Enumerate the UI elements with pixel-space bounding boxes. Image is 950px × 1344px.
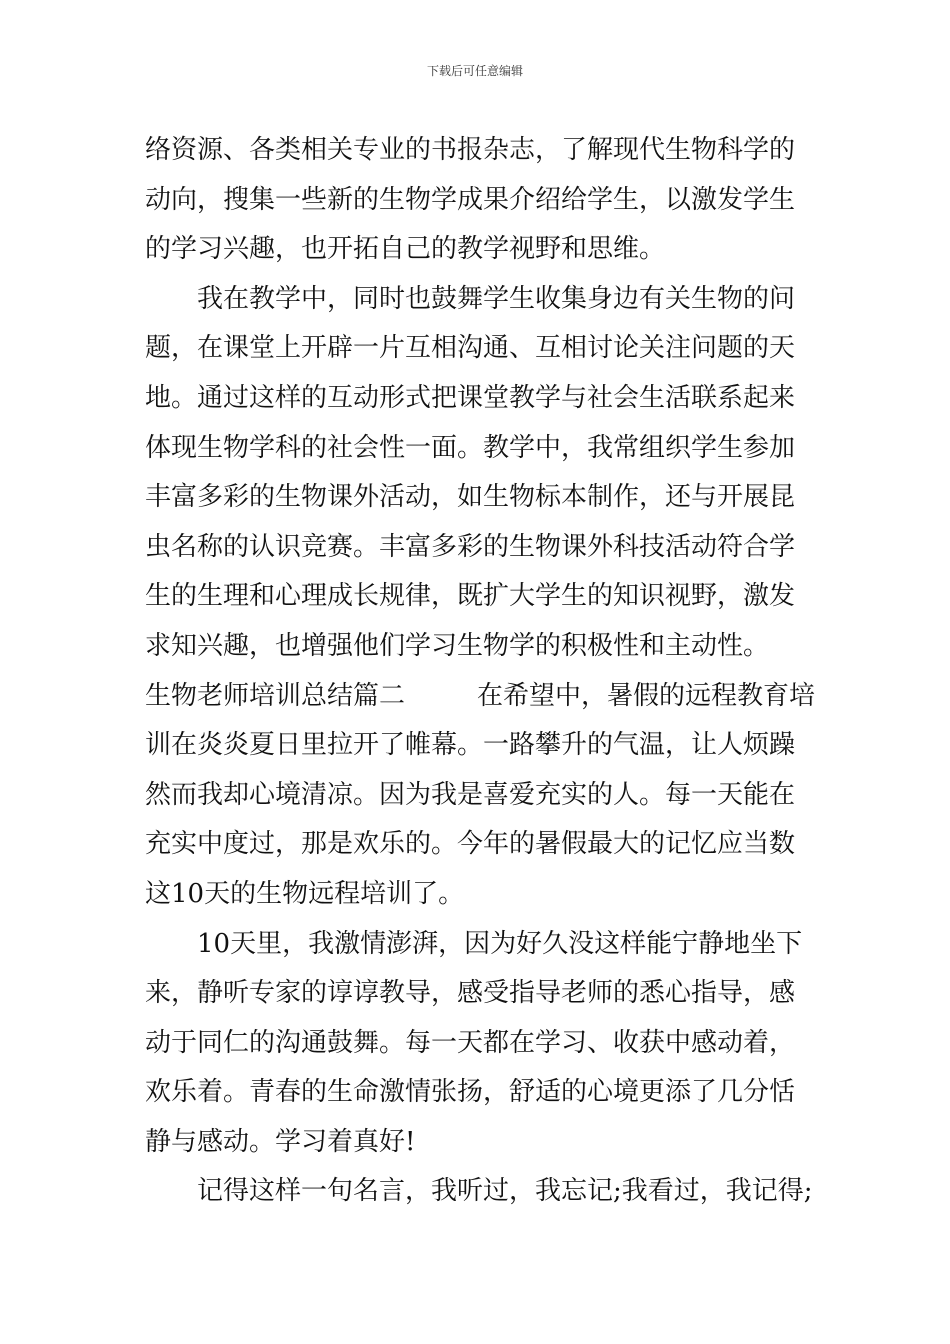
text-line: 动向，搜集一些新的生物学成果介绍给学生，以激发学生 — [145, 184, 796, 215]
text-line: 地。通过这样的互动形式把课堂教学与社会生活联系起来 — [145, 382, 796, 413]
text-line: 静与感动。学习着真好! — [145, 1126, 416, 1157]
text-line: 来，静听专家的谆谆教导，感受指导老师的悉心指导，感 — [145, 978, 796, 1009]
text-line: 求知兴趣，也增强他们学习生物学的积极性和主动性。 — [145, 630, 770, 661]
text-line: 充实中度过，那是欢乐的。今年的暑假最大的记忆应当数 — [145, 829, 796, 860]
text-line: 动于同仁的沟通鼓舞。每一天都在学习、收获中感动着， — [145, 1027, 796, 1058]
page-header: 下载后可任意编辑 — [426, 64, 523, 78]
text-line: 络资源、各类相关专业的书报杂志，了解现代生物科学的 — [145, 135, 796, 165]
paragraph-start-line: 记得这样一句名言，我听过，我忘记;我看过，我记得; — [197, 1176, 813, 1207]
text-line: 体现生物学科的社会性一面。教学中，我常组织学生参加 — [145, 432, 796, 463]
text-line: 的学习兴趣，也开拓自己的教学视野和思维。 — [145, 234, 666, 265]
paragraph-start-line: 10天里，我激情澎湃，因为好久没这样能宁静地坐下 — [197, 928, 803, 959]
paragraph-start-line: 我在教学中，同时也鼓舞学生收集身边有关生物的问 — [197, 283, 796, 314]
text-line: 欢乐着。青春的生命激情张扬，舒适的心境更添了几分恬 — [145, 1077, 796, 1108]
document-body — [145, 126, 815, 1217]
section-title: 生物老师培训总结篇二 — [145, 680, 406, 711]
section-lead-text: 在希望中，暑假的远程教育培 — [477, 680, 816, 711]
text-line: 丰富多彩的生物课外活动，如生物标本制作，还与开展昆 — [145, 482, 796, 513]
text-line: 虫名称的认识竞赛。丰富多彩的生物课外科技活动符合学 — [145, 531, 796, 562]
section-heading-line — [145, 672, 815, 722]
text-line: 生的生理和心理成长规律，既扩大学生的知识视野，激发 — [145, 581, 796, 612]
text-line: 题，在课堂上开辟一片互相沟通、互相讨论关注问题的天 — [145, 333, 796, 364]
text-line: 这10天的生物远程培训了。 — [145, 878, 465, 909]
text-line: 然而我却心境清凉。因为我是喜爱充实的人。每一天能在 — [145, 779, 796, 810]
text-line: 训在炎炎夏日里拉开了帷幕。一路攀升的气温，让人烦躁 — [145, 730, 796, 761]
